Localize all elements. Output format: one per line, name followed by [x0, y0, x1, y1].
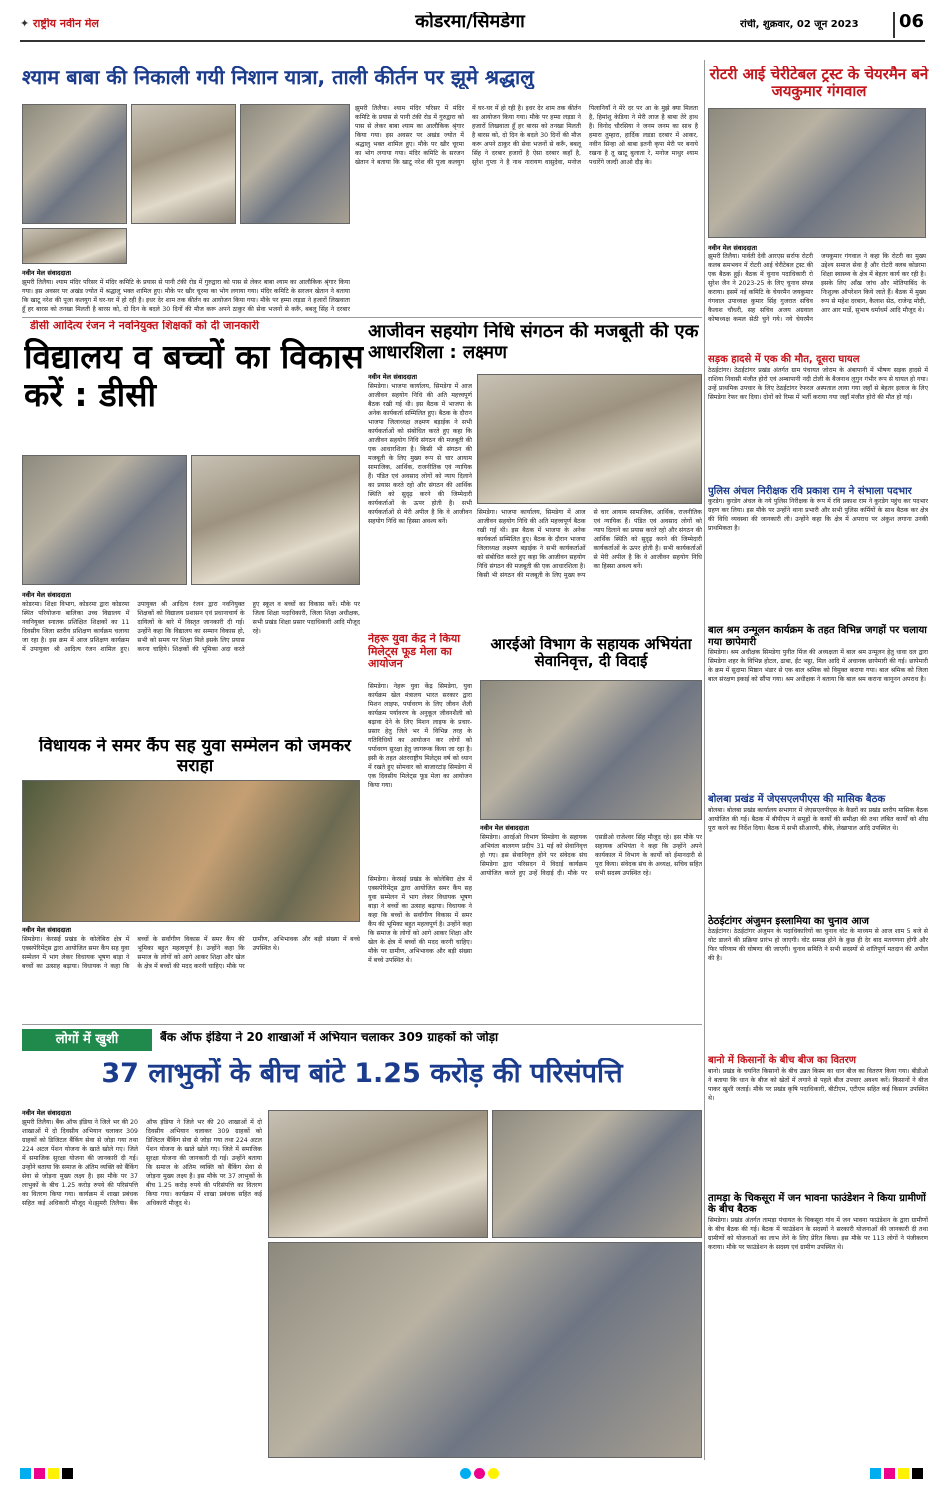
- baal-headline: बाल श्रम उन्मूलन कार्यक्रम के तहत विभिन्न जगहों पर चलाया गया छापेमारी: [708, 625, 927, 648]
- sadak-headline: सड़क हादसे में एक की मौत, दूसरा घायल: [708, 354, 860, 365]
- bano-headline: बानो में किसानों के बीच बीज का वितरण: [708, 1055, 857, 1066]
- nehru-headline: नेहरू युवा केंद्र ने किया मिलेट्स फूड मेला का आयोजन: [368, 633, 461, 671]
- reg-square-right-4: [912, 1468, 923, 1479]
- lakshman-body-left: सिमडेगा। भाजपा कार्यालय, सिमडेगा में आज आजीवन सहयोग निधि की अति महत्त्वपूर्ण बैठक रखी गई थी। इस बैठक में भाजपा के अनेक कार्यकर्ता सम्मिलित हुए। बैठक के दौरान भाजपा जिलाध्यक्ष लक्ष्मण बड़ाईक ने सभी कार्यकर्ताओं को संबोधित करते हुए कहा कि आजीवन सहयोग निधि संगठन की मजबूती की एक आधारशिला है। किसी भी संगठन की मजबूती के लिए मुख्य रूप से चार आयाम सामाजिक, आर्थिक, राजनीतिक एवं न्यायिक हैं। पंडित एवं अवसाद लोगों को न्याय दिलाने का प्रयास करते रहो और संगठन की आर्थिक स्थिति को सुदृढ़ करने की जिम्मेदारी कार्यकर्ताओं के ऊपर होती है। सभी कार्यकर्ताओं से मेरी अपील है कि वे आजीवन सहयोग निधि का हिस्सा अवश्य बनें।: [368, 383, 472, 525]
- sadak-body: ठेठईटांगर। ठेठईटांगर प्रखंड अंतर्गत ग्राम पंचायत जोराम के अंबापानी में भीषण सड़क हादसे में राशिया निवासी मंजीत होरो एवं अम्बापानी नदी टोली के बैजनाथ लुगुन गंभीर रूप से घायल हो गया। उन्हें प्राथमिक उपचार के लिए ठेठईटांगर रेफरल अस्पताल लाया गया जहाँ से बेहतर इलाज के लिए सिमडेगा रेफर कर दिया। दोनों को रिम्स में भर्ती कराया गया जहाँ मंजीत होरो की मौत हो गई।: [708, 366, 928, 401]
- dc-body: कोडरमा। शिक्षा विभाग, कोडरमा द्वारा कोडरमा स्थित परियोजना बालिका उच्च विद्यालय में नवनियुक्त स्नातक प्रशिक्षित शिक्षकों का 11 दिवसीय जिला स्तरीय प्रशिक्षण कार्यक्रम चलाया जा रहा है। इस क्रम में आज प्रशिक्षण कार्यक्रम में उपायुक्त श्री आदित्य रंजन शामिल हुए। उपायुक्त श्री आदित्य रंजन द्वारा नवनियुक्त शिक्षकों को विद्यालय प्रशासन एवं प्रधानाचार्य के दायित्वों के बारे में विस्तृत जानकारी दी गई। उन्होंने कहा कि विद्यालय का सम्मान विकास हो, सभी को समय पर शिक्षा मिले इसके लिए प्रयास करना चाहिये। शिक्षकों की भूमिका अदा करते हुए स्कूल व बच्चों का विकास करें। मौके पर जिला शिक्षा पदाधिकारी, जिला शिक्षा अधीक्षक, सभी प्रखंड शिक्षा प्रसार पदाधिकारी आदि मौजूद रहे।: [22, 601, 360, 653]
- bank-photo-3: [268, 1242, 702, 1458]
- shyam-byline: नवीन मेल संवाददाता: [22, 269, 71, 277]
- aar-photo: [480, 680, 702, 820]
- shyam-body-columns: झुमरी तिलैया। श्याम मंदिर परिसर में मंदिर कमिटि के प्रयास से पानी टंकी रोड में गुरुद्वारा को पास से लेकर बाबा श्याम का आलौकिक श्रृंगार किया गया। इस अवसर पर अखंड ज्योत में श्रद्धालु भक्त शामिल हुए। मौके पर खीर चूरमा का भोग लगाया गया। मंदिर कमिटि के सरजन खेतान ने बताया कि खाटू नरेश की पूजा कलयुग में घर-घर में हो रही है। इधर देर शाम तक कीर्तन का आयोजन किया गया। मौके पर हम्मा लड़डा ने हजारों लिखवाता हूँ हर बारस को तनखा मिलती है बारस को, दो दिन के बदले 30 दिनों की मौज करू अपने ठाकुर की सेवा भजनों से करूँ, बबलू सिंह ने दरबार हजारों है ऐसा दरबार कहाँ है, सुरेश गुप्ता ने है नाथ नारायण वासुदेवा, मनोज पिलानियाँ ने मेरे दर पर आ के मुझे क्या मिलता है, हिमांशु केडिया ने मेरी लाज है बाबा तेरे हाथ है। विनोद चौरसिया ने जनम जनम का साथ है हमारा तुम्हारा, हार्दिक लडडा दरबार में आकर, नवीन सिन्हा ओ बाबा इतनी कृपा मेरी पर बनाये रखना है तू खाटू बुलाता रे, मनोज माथुर श्याम पधारेंगे जल्दी आओ दौड़ के।: [355, 105, 698, 166]
- vidhayak-byline: नवीन मेल संवाददाता: [22, 926, 71, 934]
- reg-circle-2: [474, 1468, 485, 1479]
- page-number: 06: [899, 12, 925, 32]
- aar-byline: नवीन मेल संवाददाता: [480, 824, 529, 832]
- shyam-photo-4: [22, 228, 127, 264]
- bank-subhead: बैंक ऑफ इंडिया ने 20 शाखाओं में अभियान चलाकर 309 ग्राहकों को जोड़ा: [160, 1031, 499, 1044]
- nehru-body: सिमडेगा। नेहरू युवा केंद्र सिमडेगा, युवा कार्यक्रम खेल मंत्रालय भारत सरकार द्वारा मिशन लाइफ, पर्यावरण के लिए जीवन शैली कार्यक्रम पर्यावरण के अनुकूल जीवनशैली को बढ़ावा देने के लिए मिशन लाइफ के प्रचार-प्रसार हेतु जिले भर में विभिन्न तरह के गतिविधियों का आयोजन कर लोगों को पर्यावरण सुरक्षा हेतु जागरूक किया जा रहा है। इसी के तहत अंतरराष्ट्रीय मिलेट्स वर्ष को ध्यान में रखते हुए सोमवार को बाजारटांड़ सिमडेगा में एक दिवसीय मिलेट्स फूड मेला का आयोजन किया गया।: [368, 683, 472, 789]
- lakshman-body-right: सिमडेगा। भाजपा कार्यालय, सिमडेगा में आज आजीवन सहयोग निधि की अति महत्त्वपूर्ण बैठक रखी गई थी। इस बैठक में भाजपा के अनेक कार्यकर्ता सम्मिलित हुए। बैठक के दौरान भाजपा जिलाध्यक्ष लक्ष्मण बड़ाईक ने सभी कार्यकर्ताओं को संबोधित करते हुए कहा कि आजीवन सहयोग निधि संगठन की मजबूती की एक आधारशिला है। किसी भी संगठन की मजबूती के लिए मुख्य रूप से चार आयाम सामाजिक, आर्थिक, राजनीतिक एवं न्यायिक हैं। पंडित एवं अवसाद लोगों को न्याय दिलाने का प्रयास करते रहो और संगठन की आर्थिक स्थिति को सुदृढ़ करने की जिम्मेदारी कार्यकर्ताओं के ऊपर होती है। सभी कार्यकर्ताओं से मेरी अपील है कि वे आजीवन सहयोग निधि का हिस्सा अवश्य बनें।: [477, 509, 702, 579]
- section-title: कोडरमा/सिमडेगा: [415, 12, 525, 32]
- bird-icon: ✦: [20, 18, 34, 30]
- shyam-photo-3: [240, 104, 350, 224]
- masthead-logo: ✦ राष्ट्रीय नवीन मेल: [20, 18, 99, 30]
- lakshman-photo: [477, 374, 702, 504]
- reg-square-magenta: [34, 1468, 45, 1479]
- masthead-date: रांची, शुक्रवार, 02 जून 2023: [740, 19, 859, 30]
- reg-square-yellow: [48, 1468, 59, 1479]
- reg-square-black: [62, 1468, 73, 1479]
- tamda-body: सिमडेगा। प्रखंड अंतर्गत तामड़ा पंचायत के चिकसूरा गांव में जन भावना फाउंडेशन के द्वारा ग्रामीणों के बीच बैठक की गई। बैठक में फाउंडेशन के सदस्यों ने सरकारी योजनाओं की जानकारी दी तथा ग्रामीणों को योजनाओं का लाभ लेने के लिए प्रेरित किया। इस मौके पर 113 लोगों ने पंजीकरण कराया। मौके पर फाउंडेशन के सदस्य एवं ग्रामीण उपस्थित थे।: [708, 1216, 928, 1251]
- lakshman-headline: आजीवन सहयोग निधि संगठन की मजबूती की एक आधारशिला : लक्ष्मण: [368, 322, 699, 363]
- bano-body: बानो। प्रखंड के चयनित किसानों के बीच उन्नत किस्म का धान बीज का वितरण किया गया। बीडीओ ने बताया कि धान के बीज को खेतों में लगाने से पहले बीज उपचार अवश्य करें। किसानों ने बीज पाकर खुशी जताई। मौके पर प्रखंड कृषि पदाधिकारी, बीटीएम, एटीएम सहित कई किसान उपस्थित थे।: [708, 1067, 928, 1102]
- rotary-photo: [708, 108, 926, 238]
- anjuman-headline: ठेठईटांगर अंजुमन इस्लामिया का चुनाव आज: [708, 915, 869, 927]
- bank-body: झुमरी तिलैया। बैंक ऑफ इंडिया ने जिले भर की 20 शाखाओं में दो दिवसीय अभियान चलाकर 309 ग्राहकों को डिजिटल बैंकिंग सेवा से जोड़ा गया तथा 224 अटल पेंशन योजना के खाते खोले गए। जिले में समाजिक सुरक्षा योजना की जानकारी दी गई। उन्होंने बताया कि समाज के अंतिम व्यक्ति को बैंकिंग सेवा से जोड़ना मुख्य लक्ष्य है। इस मौके पर 37 लाभुकों के बीच 1.25 करोड़ रुपये की परिसंपत्ति का वितरण किया गया। कार्यक्रम में शाखा प्रबंधक सहित कई अधिकारी मौजूद थे।झुमरी तिलैया। बैंक ऑफ इंडिया ने जिले भर की 20 शाखाओं में दो दिवसीय अभियान चलाकर 309 ग्राहकों को डिजिटल बैंकिंग सेवा से जोड़ा गया तथा 224 अटल पेंशन योजना के खाते खोले गए। जिले में समाजिक सुरक्षा योजना की जानकारी दी गई। उन्होंने बताया कि समाज के अंतिम व्यक्ति को बैंकिंग सेवा से जोड़ना मुख्य लक्ष्य है। इस मौके पर 37 लाभुकों के बीच 1.25 करोड़ रुपये की परिसंपत्ति का वितरण किया गया। कार्यक्रम में शाखा प्रबंधक सहित कई अधिकारी मौजूद थे।: [22, 1119, 262, 1207]
- reg-square-cyan: [20, 1468, 31, 1479]
- baal-body: सिमडेगा। श्रम अधीक्षक सिमडेगा पुनीत मिंज की अध्यक्षता में बाल श्रम उन्मूलन हेतु धावा दल द्वारा सिमडेगा शहर के विभिन्न होटल, ढाबा, ईंट भट्ठा, मिल आदि में अचानक छापेमारी की गई। छापेमारी के क्रम में सुदामा मिष्ठान भंडार से एक बाल श्रमिक को विमुक्त कराया गया। बाल श्रमिक को जिला बाल संरक्षण इकाई को सौंपा गया। श्रम अधीक्षक ने बताया कि बाल श्रम कराना कानूनन अपराध है।: [708, 649, 928, 683]
- dc-byline: नवीन मेल संवाददाता: [22, 591, 71, 599]
- right-column: [708, 352, 928, 1462]
- registration-marks: [20, 1468, 925, 1482]
- dc-headline: विद्यालय व बच्चों का विकास करें : डीसी: [24, 338, 364, 414]
- bank-kicker: लोगों में खुशी: [22, 1029, 152, 1051]
- shyam-photo-1: [22, 104, 127, 224]
- reg-square-right-2: [884, 1468, 895, 1479]
- vidhayak-headline: विधायक ने समर कैंप सह युवा सम्मेलन को जमकर सराहा: [39, 737, 351, 776]
- rotary-headline: रोटरी आई चेरीटेबल ट्रस्ट के चेयरमैन बने जयकुमार गंगवाल: [709, 66, 929, 101]
- aar-headline: आरईओ विभाग के सहायक अभियंता सेवानिवृत्त, दी विदाई: [490, 636, 692, 671]
- divider-top: [22, 317, 702, 318]
- shyam-headline: श्याम बाबा की निकाली गयी निशान यात्रा, ताली कीर्तन पर झूमे श्रद्धालु: [22, 66, 534, 89]
- police-body: कुरडेग। कुरडेग अंचल के नये पुलिस निरीक्षक के रूप में रवि प्रकाश राम ने कुरडेग पहुंच कर पदभार ग्रहण कर लिया। इस मौके पर उन्होंने थाना प्रभारी और सभी पुलिस कर्मियों के साथ बैठक कर क्षेत्र की विधि व्यवस्था की जानकारी ली। उन्होंने कहा कि क्षेत्र में अपराध पर अंकुश लगाना उनकी प्राथमिकता है।: [708, 498, 928, 532]
- bank-photo-2: [492, 1110, 702, 1238]
- divider-middle: [22, 1024, 702, 1025]
- reg-circle-1: [460, 1468, 471, 1479]
- dc-photo-2: [191, 455, 360, 585]
- bank-byline: नवीन मेल संवाददाता: [22, 1109, 71, 1117]
- shyam-photo-2: [131, 104, 236, 224]
- lakshman-byline: नवीन मेल संवाददाता: [368, 373, 417, 381]
- bank-headline: 37 लाभुकों के बीच बांटे 1.25 करोड़ की परिसंपत्ति: [101, 1058, 623, 1089]
- shyam-body: झुमरी तिलैया। श्याम मंदिर परिसर में मंदिर कमिटि के प्रयास से पानी टंकी रोड में गुरुद्वारा को पास से लेकर बाबा श्याम का आलौकिक श्रृंगार किया गया। इस अवसर पर अखंड ज्योत में श्रद्धालु भक्त शामिल हुए। मौके पर खीर चूरमा का भोग लगाया गया। मंदिर कमिटि के सरजन खेतान ने बताया कि खाटू नरेश की पूजा कलयुग में घर-घर में हो रही है। इधर देर शाम तक कीर्तन का आयोजन किया गया। मौके पर हम्मा लड़डा ने हजारों लिखवाता हूँ हर बारस को तनखा मिलती है बारस को, दो दिन के बदले 30 दिनों की मौज करू अपने ठाकुर की सेवा भजनों से करूँ, बबलू सिंह ने दरबार: [22, 279, 350, 313]
- vidhayak-photo: [22, 780, 360, 922]
- rotary-body: झुमरी तिलैया। पार्वती देवी आरएस सर्राफ रोटरी कलब समभवन में रोटरी आई चेरीटेबल ट्रस्ट की एक बैठक हुई। बैठक में चुनाव पदाधिकारी रो सुरेश जैन ने 2023-25 के लिए चुनाव संपन्न कराया। इसमें नई कमिटि के चेयरमैन जयकुमार गंगवाल उपाध्यक्ष कुमार सिंह गुजरात सचिव कैलाश चौधरी, सह सचिव अजय अग्रवाल कोषाध्यक्ष कमल सेठी चुने गये। नये चेयरमैन जयकुमार गंगवाल ने कहा कि रोटरी का मुख्य उद्देश्य समाज सेवा है और रोटरी क्लब कोडरमा शिक्षा स्वास्थ्य के क्षेत्र में बेहतर कार्य कर रही है। इसके लिए आँख जांच और मोतियाबिंद के निःशुल्क ऑपरेशन किये जाते हैं। बैठक में मुख्य रूप से महेश दरबान, कैलाश सेठ, राजेन्द्र मोदी, आर आर मार्डे, सुभाष धर्माधर्म आदि मौजूद थे।: [708, 253, 926, 323]
- vidhayak-body-extra: सिमडेगा। केरसई प्रखंड के कोलेबिरा क्षेत्र में एक्सपेरिमेंट्स द्वारा आयोजित समर कैंप सह युवा सम्मेलन में भाग लेकर विधायक भूषण बाड़ा ने बच्चों का उत्साह बढ़ाया। विधायक ने कहा कि बच्चों के सर्वांगीण विकास में समर कैंप की भूमिका बहुत महत्वपूर्ण है। उन्होंने कहा कि समाज के लोगों को आगे आकर शिक्षा और खेल के क्षेत्र में बच्चों की मदद करनी चाहिए। मौके पर ग्रामीण, अभिभावक और बड़ी संख्या में बच्चे उपस्थित थे।: [368, 876, 472, 964]
- tamda-headline: तामड़ा के चिकसूरा में जन भावना फाउंडेशन ने किया ग्रामीणों के बीच बैठक: [708, 1192, 926, 1215]
- jsmps-headline: बोलबा प्रखंड में जेएसएलपीएस की मासिक बैठक: [708, 794, 886, 805]
- police-headline: पुलिस अंचल निरीक्षक रवि प्रकाश राम ने संभाला पदभार: [708, 485, 912, 497]
- aar-body: सिमडेगा। आरईओ विभाग सिमडेगा के सहायक अभियंता बालगण प्रदीप 31 मई को सेवानिवृत्त हो गए। इस सेवानिवृत्त होने पर संवेदक संघ सिमडेगा द्वारा परिसदन में विदाई कार्यक्रम आयोजित करते हुए उन्हें विदाई दी। मौके पर एसडीओ राजेश्वर सिंह मौजूद रहे। इस मौके पर सहायक अभियंता ने कहा कि उन्होंने अपने कार्यकाल में विभाग के कार्यों को ईमानदारी से पूरा किया। संवेदक संघ के अध्यक्ष, सचिव सहित सभी सदस्य उपस्थित रहे।: [480, 834, 702, 877]
- jsmps-body: बोलबा। बोलबा प्रखंड कार्यालय सभागार में जेएसएलपीएस के कैडरों का प्रखंड स्तरीय मासिक बैठक आयोजित की गई। बैठक में बीपीएम ने समूहों के कार्यों की समीक्षा की तथा लंबित कार्यों को शीघ्र पूरा करने का निर्देश दिया। बैठक में सभी सीआरपी, बीके, लेखापाल आदि उपस्थित थे।: [708, 806, 928, 832]
- dc-photo-1: [22, 455, 187, 585]
- reg-square-right-1: [870, 1468, 881, 1479]
- reg-circle-3: [488, 1468, 499, 1479]
- bank-photo-1: [268, 1110, 488, 1238]
- vidhayak-body: सिमडेगा। केरसई प्रखंड के कोलेबिरा क्षेत्र में एक्सपेरिमेंट्स द्वारा आयोजित समर कैंप सह युवा सम्मेलन में भाग लेकर विधायक भूषण बाड़ा ने बच्चों का उत्साह बढ़ाया। विधायक ने कहा कि बच्चों के सर्वांगीण विकास में समर कैंप की भूमिका बहुत महत्वपूर्ण है। उन्होंने कहा कि समाज के लोगों को आगे आकर शिक्षा और खेल के क्षेत्र में बच्चों की मदद करनी चाहिए। मौके पर ग्रामीण, अभिभावक और बड़ी संख्या में बच्चे उपस्थित थे।: [22, 936, 360, 970]
- rotary-byline: नवीन मेल संवाददाता: [708, 244, 757, 252]
- dc-kicker: डीसी आदित्य रंजन ने नवनियुक्त शिक्षकों को दी जानकारी: [30, 320, 260, 332]
- masthead: [20, 10, 925, 42]
- reg-square-right-3: [898, 1468, 909, 1479]
- column-divider: [704, 60, 705, 1460]
- anjuman-body: ठेठईटांगर। ठेठईटांगर अंजुमन के पदाधिकारियों का चुनाव वोट के माध्यम से आज शाम 5 बजे से वोट डालने की प्रक्रिया प्रारंभ हो जाएगी। वोट सम्पन्न होने के कुछ ही देर बाद मतगणना होगी और फिर परिणाम की घोषणा की जाएगी। चुनाव समिति ने सभी सदस्यों से शांतिपूर्ण मतदान की अपील की है।: [708, 928, 928, 962]
- masthead-divider: [893, 12, 895, 38]
